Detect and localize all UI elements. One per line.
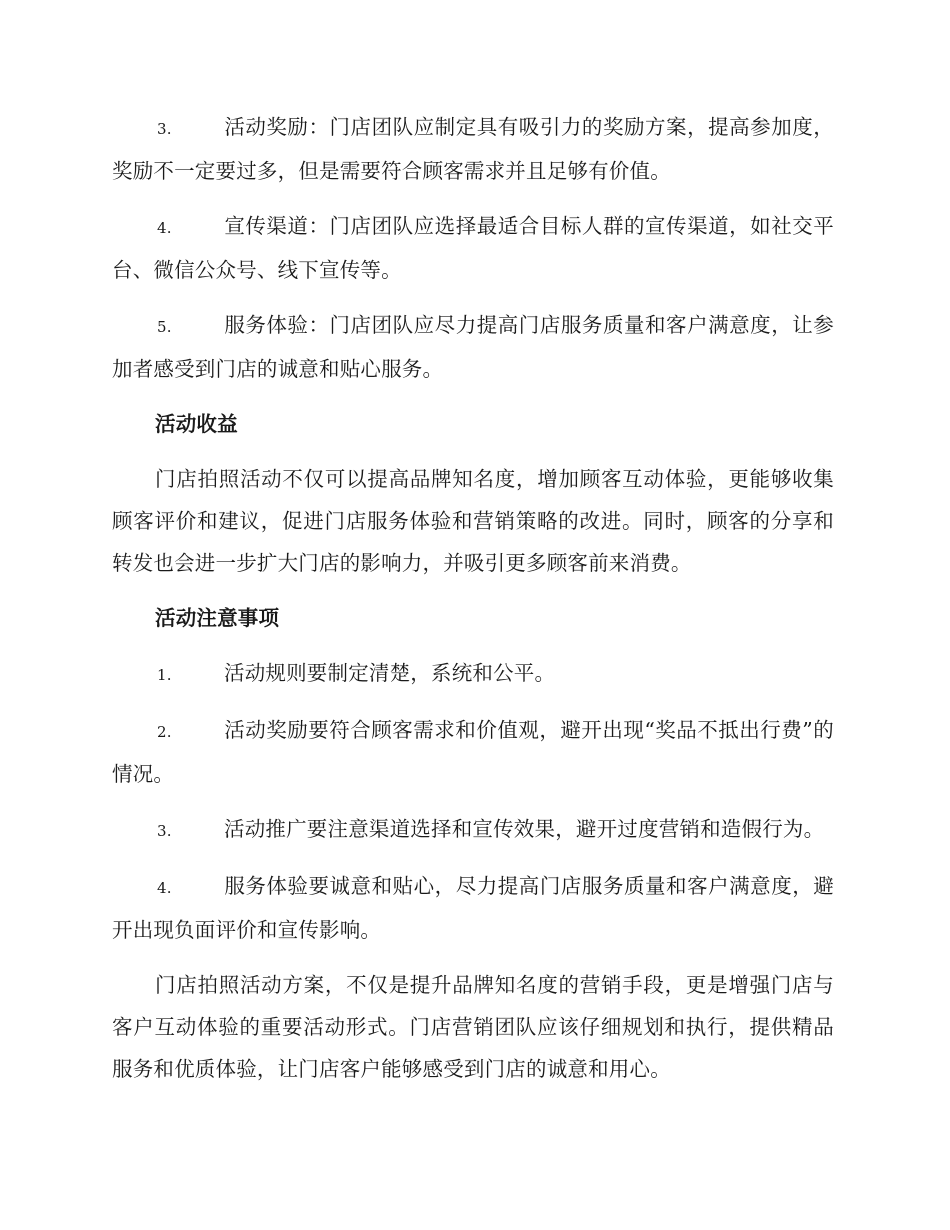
list-number: 2. <box>157 723 172 741</box>
list-number: 5. <box>157 318 172 336</box>
benefit-paragraph: 门店拍照活动不仅可以提高品牌知名度，增加顾客互动体验，更能够收集顾客评价和建议，促进门店服务体验和营销策略的改进。同时，顾客的分享和转发也会进一步扩大门店的影响力，并吸引更多顾客前来消费。 <box>112 467 834 575</box>
section-heading-notes: 活动注意事项 <box>155 606 280 630</box>
closing-paragraph: 门店拍照活动方案，不仅是提升品牌知名度的营销手段，更是增强门店与客户互动体验的重要活动形式。门店营销团队应该仔细规划和执行，提供精品服务和优质体验，让门店客户能够感受到门店的诚意和用心。 <box>112 973 834 1081</box>
list-item <box>112 709 834 795</box>
list-text: 服务体验：门店团队应尽力提高门店服务质量和客户满意度，让参加者感受到门店的诚意和贴心服务。 <box>112 313 834 381</box>
list-item <box>112 205 834 291</box>
list-item <box>112 865 834 951</box>
list-text: 活动规则要制定清楚，系统和公平。 <box>224 661 556 685</box>
list-number: 3. <box>157 120 172 138</box>
list-text: 活动推广要注意渠道选择和宣传效果，避开过度营销和造假行为。 <box>224 817 825 841</box>
section-heading-benefit: 活动收益 <box>155 412 238 436</box>
list-item <box>112 652 834 696</box>
document-body <box>112 106 834 1103</box>
list-item <box>112 304 834 390</box>
list-number: 1. <box>157 666 172 684</box>
list-text: 宣传渠道：门店团队应选择最适合目标人群的宣传渠道，如社交平台、微信公众号、线下宣传等。 <box>112 214 834 282</box>
list-number: 3. <box>157 822 172 840</box>
list-number: 4. <box>157 219 172 237</box>
list-number: 4. <box>157 879 172 897</box>
list-text: 活动奖励要符合顾客需求和价值观，避开出现“奖品不抵出行费”的情况。 <box>112 718 834 786</box>
list-item <box>112 106 834 192</box>
list-text: 服务体验要诚意和贴心，尽力提高门店服务质量和客户满意度，避开出现负面评价和宣传影响。 <box>112 874 834 942</box>
list-item <box>112 808 834 852</box>
list-text: 活动奖励：门店团队应制定具有吸引力的奖励方案，提高参加度，奖励不一定要过多，但是需要符合顾客需求并且足够有价值。 <box>112 115 834 183</box>
